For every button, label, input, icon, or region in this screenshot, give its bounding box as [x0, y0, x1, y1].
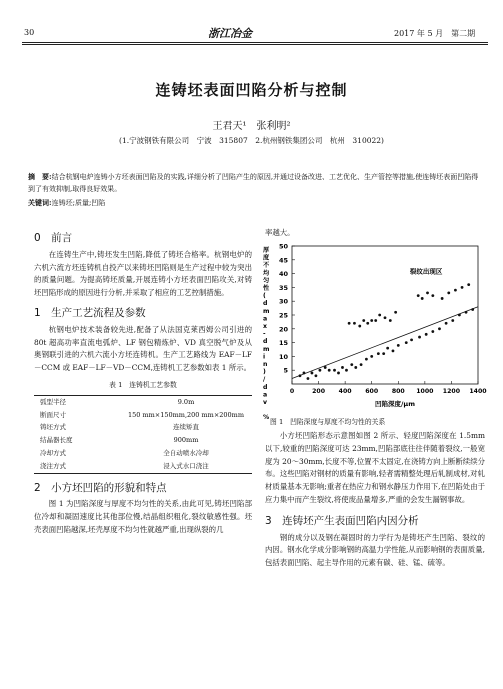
table-row	[34, 460, 252, 473]
table-row	[34, 409, 252, 422]
abstract	[28, 171, 484, 195]
data-point	[350, 363, 353, 366]
table-param-value: 900mm	[173, 436, 199, 445]
right-paragraph-1: 小方坯凹陷形态示意图如图 2 所示、轻度凹陷深度在 1.5mm 以下,较重的凹陷深度可达 23mm,凹陷部底往往伴随着裂纹,一般宽度为 20～30mm,长度不等,位置不太固定,在浇铸方向上断断续续分布。这些凹陷对钢材的质量有影响,轻者需精整处理后轧制成材,对轧材质量基本无影响;重者在热应力和钢水静压力作用下,在凹陷处由于应力集中而产生裂纹,将使废品量增多,严重的会发生漏钢事故。	[265, 431, 485, 504]
data-point	[370, 319, 373, 322]
abstract-text: 结合杭钢电炉连铸小方坯表面凹陷及的实践,详细分析了凹陷产生的原因,并通过设备改进、工艺优化、生产管控等措施,使连铸坯表面凹陷得到了有效抑制,取得良好效果。	[28, 173, 479, 193]
section-2-heading: 2 小方坯凹陷的形貌和特点	[34, 481, 167, 494]
data-point	[431, 294, 434, 297]
table-param-name: 结晶器长度	[40, 436, 73, 445]
section-1-heading: 1 生产工艺流程及参数	[34, 306, 146, 319]
data-point	[458, 314, 461, 317]
x-tick-label: 1400	[469, 388, 487, 395]
table-param-name: 断面尺寸	[40, 410, 66, 419]
left-column	[34, 232, 252, 537]
header-rule-thin	[22, 44, 488, 45]
keywords	[28, 198, 105, 208]
data-point	[421, 297, 424, 300]
data-point	[384, 316, 387, 319]
abstract-label: 摘 要:	[28, 172, 52, 181]
y-tick-label: 10	[278, 352, 288, 361]
keywords-label: 关键词:	[28, 198, 52, 207]
section-0-paragraph: 在连铸生产中,铸坯发生凹陷,降低了铸坯合格率。杭钢电炉的六机六流方坯连铸机自投产以来铸坯凹陷则是生产过程中较为突出的质量问题。为提高铸坯质量,开展连铸小方坯表面凹陷攻关,对铸坯凹陷形成的原因进行分析,并采取了相应的工艺控制措施。	[34, 249, 252, 298]
data-point	[341, 366, 344, 369]
data-point	[447, 292, 450, 295]
data-point	[303, 372, 306, 375]
figure-caption: 图 1 凹陷深度与厚度不均匀性的关系	[270, 418, 386, 426]
process-parameters-table	[34, 395, 252, 474]
table-param-value: 9.0m	[177, 397, 195, 406]
data-point	[467, 283, 470, 286]
y-tick-label: 45	[278, 256, 288, 265]
data-point	[328, 369, 331, 372]
table-param-name: 铸坯方式	[40, 423, 66, 432]
data-point	[378, 314, 381, 317]
data-point	[441, 297, 444, 300]
plot-frame	[292, 246, 478, 384]
data-point	[431, 330, 434, 333]
data-point	[353, 322, 356, 325]
right-column	[265, 430, 485, 570]
keywords-text: 连铸坯;质量;凹陷	[51, 199, 106, 207]
data-point	[337, 372, 340, 375]
data-point	[425, 333, 428, 336]
right-top-text: 率越大。	[265, 228, 295, 237]
table-param-value: 150 mm×150mm,200 mm×200mm	[127, 410, 245, 419]
y-tick-label: 5	[283, 366, 288, 375]
issue-info: 2017 年 5 月 第二期	[394, 29, 476, 38]
header-rule	[22, 42, 488, 43]
section-3-heading: 3 连铸坯产生表面凹陷内因分析	[265, 514, 419, 527]
page-number: 30	[24, 28, 35, 37]
data-point	[451, 319, 454, 322]
data-point	[392, 349, 395, 352]
data-point	[324, 366, 327, 369]
data-point	[345, 369, 348, 372]
section-1-paragraph: 杭钢电炉技术装备较先进,配备了从法国克莱西姆公司引进的 80t 超高功率直流电弧炉、LF 钢包精炼炉、VD 真空脱气炉及从奥钢联引进的六机六流小方坯连铸机。生产工艺路线为 EAF－LF－CCM 或 EAF－LF－VD－CCM,连铸机工艺参数如表 1 所示。	[34, 324, 252, 373]
data-point	[354, 366, 357, 369]
table-param-value: 全自动喷水冷却	[163, 448, 209, 457]
x-tick-label: 200	[312, 388, 326, 395]
table-param-value: 浸入式水口浇注	[163, 461, 209, 470]
table-caption: 表 1 连铸机工艺参数	[109, 380, 177, 389]
y-tick-label: 50	[278, 242, 288, 251]
data-point	[299, 374, 302, 377]
data-point	[333, 369, 336, 372]
data-point	[370, 355, 373, 358]
data-point	[445, 322, 448, 325]
y-tick-label: 25	[278, 311, 288, 320]
data-point	[394, 311, 397, 314]
data-point	[397, 344, 400, 347]
right-paragraph-2: 钢的成分以及钢在凝固时的力学行为是铸坯产生凹陷、裂纹的内因。钢水化学成分影响钢的高温力学性能,从而影响钢的表面质量,包括表面凹陷、起主导作用的元素有碳、硅、锰、硫等。	[265, 532, 485, 568]
y-tick-label: 15	[278, 339, 288, 348]
data-point	[418, 336, 421, 339]
data-point	[410, 338, 413, 341]
table-param-name: 弧型半径	[40, 397, 66, 406]
data-point	[360, 363, 363, 366]
table-param-value: 连续矫直	[173, 423, 199, 432]
x-tick-label: 400	[338, 388, 352, 395]
data-point	[465, 311, 468, 314]
table-row	[34, 395, 252, 408]
data-point	[417, 294, 420, 297]
data-point	[461, 286, 464, 289]
x-tick-label: 0	[289, 388, 295, 395]
table-row	[34, 434, 252, 447]
data-point	[377, 352, 380, 355]
data-point	[374, 319, 377, 322]
article-affiliation: (1.宁波钢铁有限公司 宁波 315807 2.杭州钢铁集团公司 杭州 310022)	[119, 136, 384, 145]
section-2-paragraph: 图 1 为凹陷深度与厚度不均匀性的关系,由此可见,铸坯凹陷部位冷却和凝固速度比其他部位慢,结晶组织粗化,裂纹敏感性强。坯壳表面凹陷越深,坯壳厚度不均匀性就越严重,出现纵裂的几	[34, 499, 252, 534]
table-row	[34, 447, 252, 460]
y-tick-label: 20	[278, 325, 288, 334]
section-0-heading: 0 前言	[34, 232, 73, 244]
table-row	[34, 421, 252, 434]
data-point	[471, 308, 474, 311]
data-point	[382, 352, 385, 355]
y-tick-label: 40	[278, 270, 288, 279]
data-point	[389, 319, 392, 322]
x-axis-label: 凹陷深度/μm	[375, 400, 415, 408]
x-tick-label: 1200	[442, 388, 461, 395]
data-point	[362, 319, 365, 322]
data-point	[438, 327, 441, 330]
y-tick-label: 35	[278, 283, 288, 292]
data-point	[358, 325, 361, 328]
data-point	[405, 341, 408, 344]
x-tick-label: 800	[391, 388, 405, 395]
x-tick-label: 1000	[416, 388, 434, 395]
data-point	[365, 358, 368, 361]
data-point	[315, 374, 318, 377]
table-param-name: 冷却方式	[40, 448, 66, 457]
crack-zone-annotation: 裂纹出现区	[409, 267, 443, 276]
table-param-name: 浇注方式	[40, 461, 66, 470]
data-point	[319, 369, 322, 372]
x-tick-label: 600	[365, 388, 379, 395]
data-point	[426, 292, 429, 295]
article-authors: 王君天¹ 张利明²	[212, 121, 291, 132]
data-point	[366, 322, 369, 325]
data-point	[311, 372, 314, 375]
data-point	[307, 377, 310, 380]
data-point	[386, 347, 389, 350]
y-tick-label: 30	[278, 297, 288, 306]
data-point	[348, 322, 351, 325]
journal-name: 浙江冶金	[208, 27, 252, 40]
y-axis-label: 厚度不均匀性( d m a x -d m i n ) / d a v %	[263, 247, 270, 422]
data-point	[454, 289, 457, 292]
article-title: 连铸坯表面凹陷分析与控制	[155, 81, 348, 99]
